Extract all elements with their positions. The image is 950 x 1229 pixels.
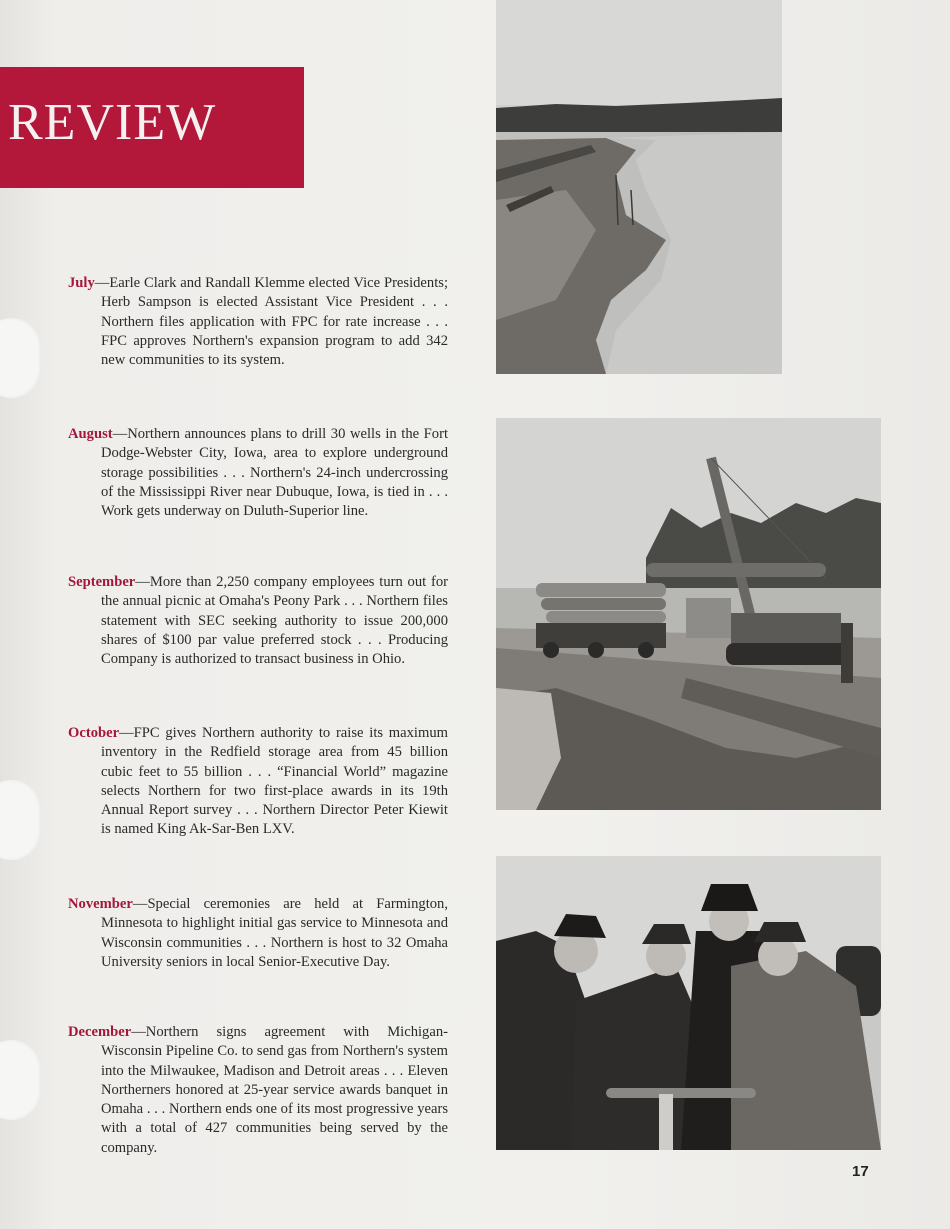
entry-text: —Northern signs agreement with Michigan-Wisconsin Pipeline Co. to send gas from Northern's system into the Milwaukee, Madison and Detroit areas . . . Eleven Northerners honored at 25-year service awards banquet in Omaha . . . Northern ends one of its most progressive years with a total of 427 communities being served by the company.	[101, 1024, 448, 1156]
month-label: December	[68, 1024, 132, 1040]
month-label: October	[68, 725, 120, 741]
binder-hole	[0, 1040, 42, 1120]
entry-october	[68, 724, 448, 840]
entry-december	[68, 1023, 448, 1158]
entry-november	[68, 895, 448, 972]
review-banner	[0, 67, 304, 188]
entry-text: —Special ceremonies are held at Farmington, Minnesota to highlight initial gas service to Minnesota and Wisconsin communities . . . Northern is host to 32 Omaha University seniors in local Senior-Executive Day.	[101, 896, 448, 970]
river-pipeline-photo	[496, 0, 782, 374]
page-number: 17	[852, 1163, 869, 1180]
entry-september	[68, 573, 448, 669]
ceremony-group-photo	[496, 856, 881, 1150]
entry-text: —Earle Clark and Randall Klemme elected Vice Presidents; Herb Sampson is elected Assistant Vice President . . . Northern files application with FPC for rate increase . . . FPC approves Northern's expansion program to add 342 new communities to its system.	[94, 275, 448, 369]
banner-title: REVIEW	[8, 94, 217, 151]
pipe-laying-crane-photo	[496, 418, 881, 810]
month-label: August	[68, 426, 113, 442]
month-label: November	[68, 896, 133, 912]
month-label: September	[68, 574, 136, 590]
entry-august	[68, 425, 448, 521]
entry-text: —More than 2,250 company employees turn out for the annual picnic at Omaha's Peony Park . . . Northern files statement with SEC seeking authority to issue 200,000 shares of $100 par value preferred stock . . . Producing Company is authorized to transact business in Ohio.	[101, 574, 448, 668]
month-label: July	[68, 275, 95, 291]
binder-hole	[0, 780, 42, 860]
binder-hole	[0, 318, 42, 398]
entry-text: —FPC gives Northern authority to raise its maximum inventory in the Redfield storage area from 45 billion cubic feet to 55 billion . . . “Financial World” magazine selects Northern for two first-place awards in its 19th Annual Report survey . . . Northern Director Peter Kiewit is named King Ak-Sar-Ben LXV.	[101, 725, 448, 838]
entry-text: —Northern announces plans to drill 30 wells in the Fort Dodge-Webster City, Iowa, area to explore underground storage possibilities . . . Northern's 24-inch undercrossing of the Mississippi River near Dubuque, Iowa, is tied in . . . Work gets underway on Duluth-Superior line.	[101, 426, 448, 520]
entry-july	[68, 274, 448, 370]
